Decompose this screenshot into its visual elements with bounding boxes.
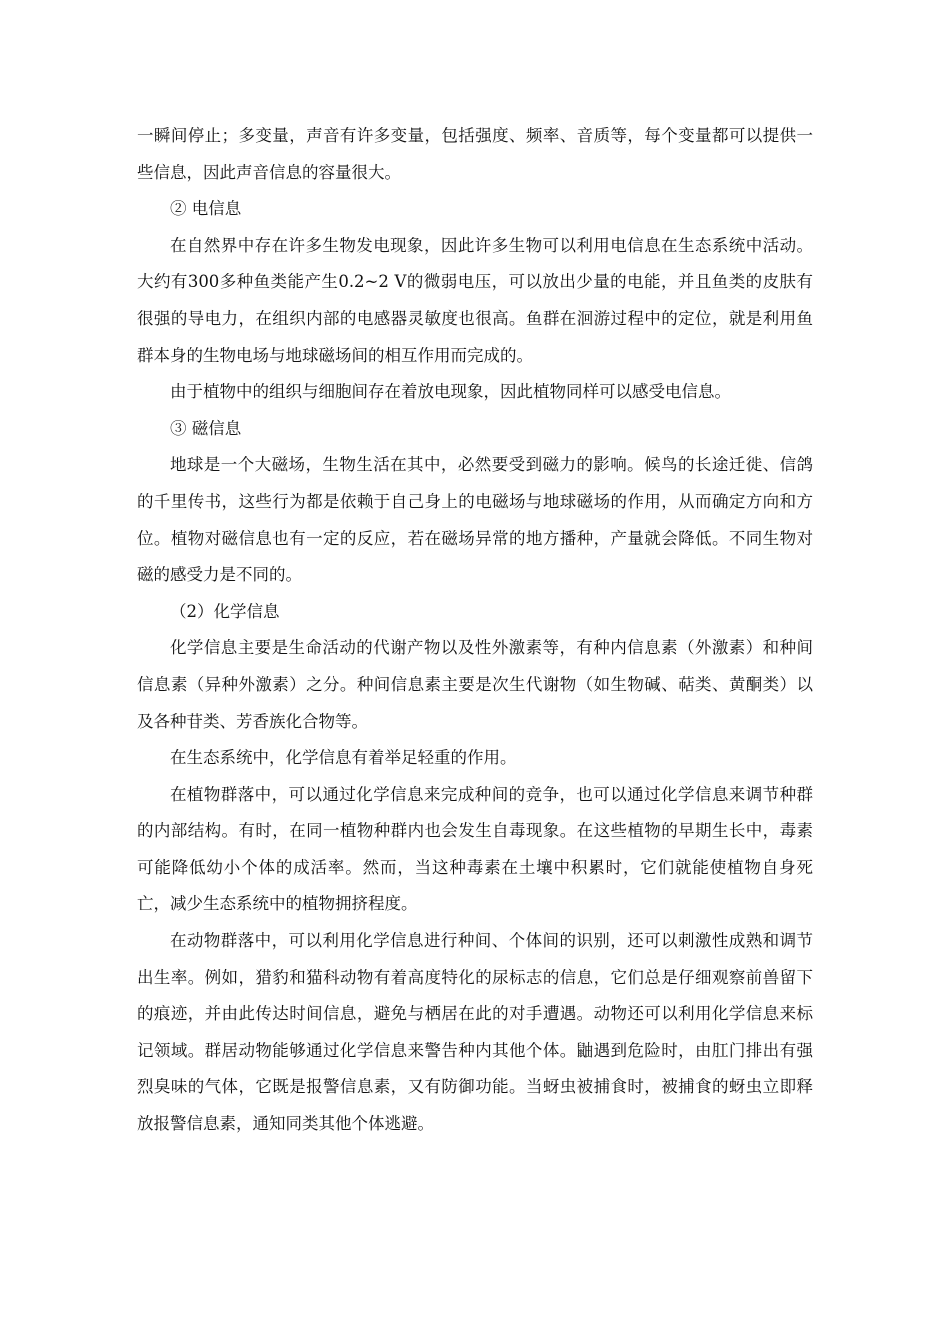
heading-chemical-info: （2）化学信息: [170, 601, 280, 621]
paragraph-magnetic: 地球是一个大磁场，生物生活在其中，必然要受到磁力的影响。候鸟的长途迁徙、信鸽的千里传书，这些行为都是依赖于自己身上的电磁场与地球磁场的作用，从而确定方向和方位。植物对磁信息也有一定的反应，若在磁场异常的地方播种，产量就会降低。不同生物对磁的感受力是不同的。: [137, 455, 813, 585]
document-page: [137, 118, 813, 1143]
paragraph-sound-continued: 一瞬间停止；多变量，声音有许多变量，包括强度、频率、音质等，每个变量都可以提供一些信息，因此声音信息的容量很大。: [137, 126, 813, 182]
paragraph-electric-1: 在自然界中存在许多生物发电现象，因此许多生物可以利用电信息在生态系统中活动。大约有300多种鱼类能产生0.2~2 V的微弱电压，可以放出少量的电能，并且鱼类的皮肤有很强的导电力，在组织内部的电感器灵敏度也很高。鱼群在洄游过程中的定位，就是利用鱼群本身的生物电场与地球磁场间的相互作用而完成的。: [137, 235, 813, 365]
paragraph-chemical-1: 化学信息主要是生命活动的代谢产物以及性外激素等，有种内信息素（外激素）和种间信息素（异种外激素）之分。种间信息素主要是次生代谢物（如生物碱、萜类、黄酮类）以及各种苷类、芳香族化合物等。: [137, 638, 813, 731]
paragraph-electric-2: 由于植物中的组织与细胞间存在着放电现象，因此植物同样可以感受电信息。: [170, 382, 731, 402]
paragraph-chemical-2: 在生态系统中，化学信息有着举足轻重的作用。: [170, 748, 517, 768]
paragraph-plant-community: 在植物群落中，可以通过化学信息来完成种间的竞争，也可以通过化学信息来调节种群的内部结构。有时，在同一植物种群内也会发生自毒现象。在这些植物的早期生长中，毒素可能降低幼小个体的成活率。然而，当这种毒素在土壤中积累时，它们就能使植物自身死亡，减少生态系统中的植物拥挤程度。: [137, 784, 813, 914]
heading-magnetic-info: ③ 磁信息: [170, 418, 242, 438]
paragraph-animal-community: 在动物群落中，可以利用化学信息进行种间、个体间的识别，还可以刺激性成熟和调节出生率。例如，猎豹和猫科动物有着高度特化的尿标志的信息，它们总是仔细观察前兽留下的痕迹，并由此传达时间信息，避免与栖居在此的对手遭遇。动物还可以利用化学信息来标记领域。群居动物能够通过化学信息来警告种内其他个体。鼬遇到危险时，由肛门排出有强烈臭味的气体，它既是报警信息素，又有防御功能。当蚜虫被捕食时，被捕食的蚜虫立即释放报警信息素，通知同类其他个体逃避。: [137, 931, 813, 1134]
heading-electric-info: ② 电信息: [170, 199, 242, 219]
